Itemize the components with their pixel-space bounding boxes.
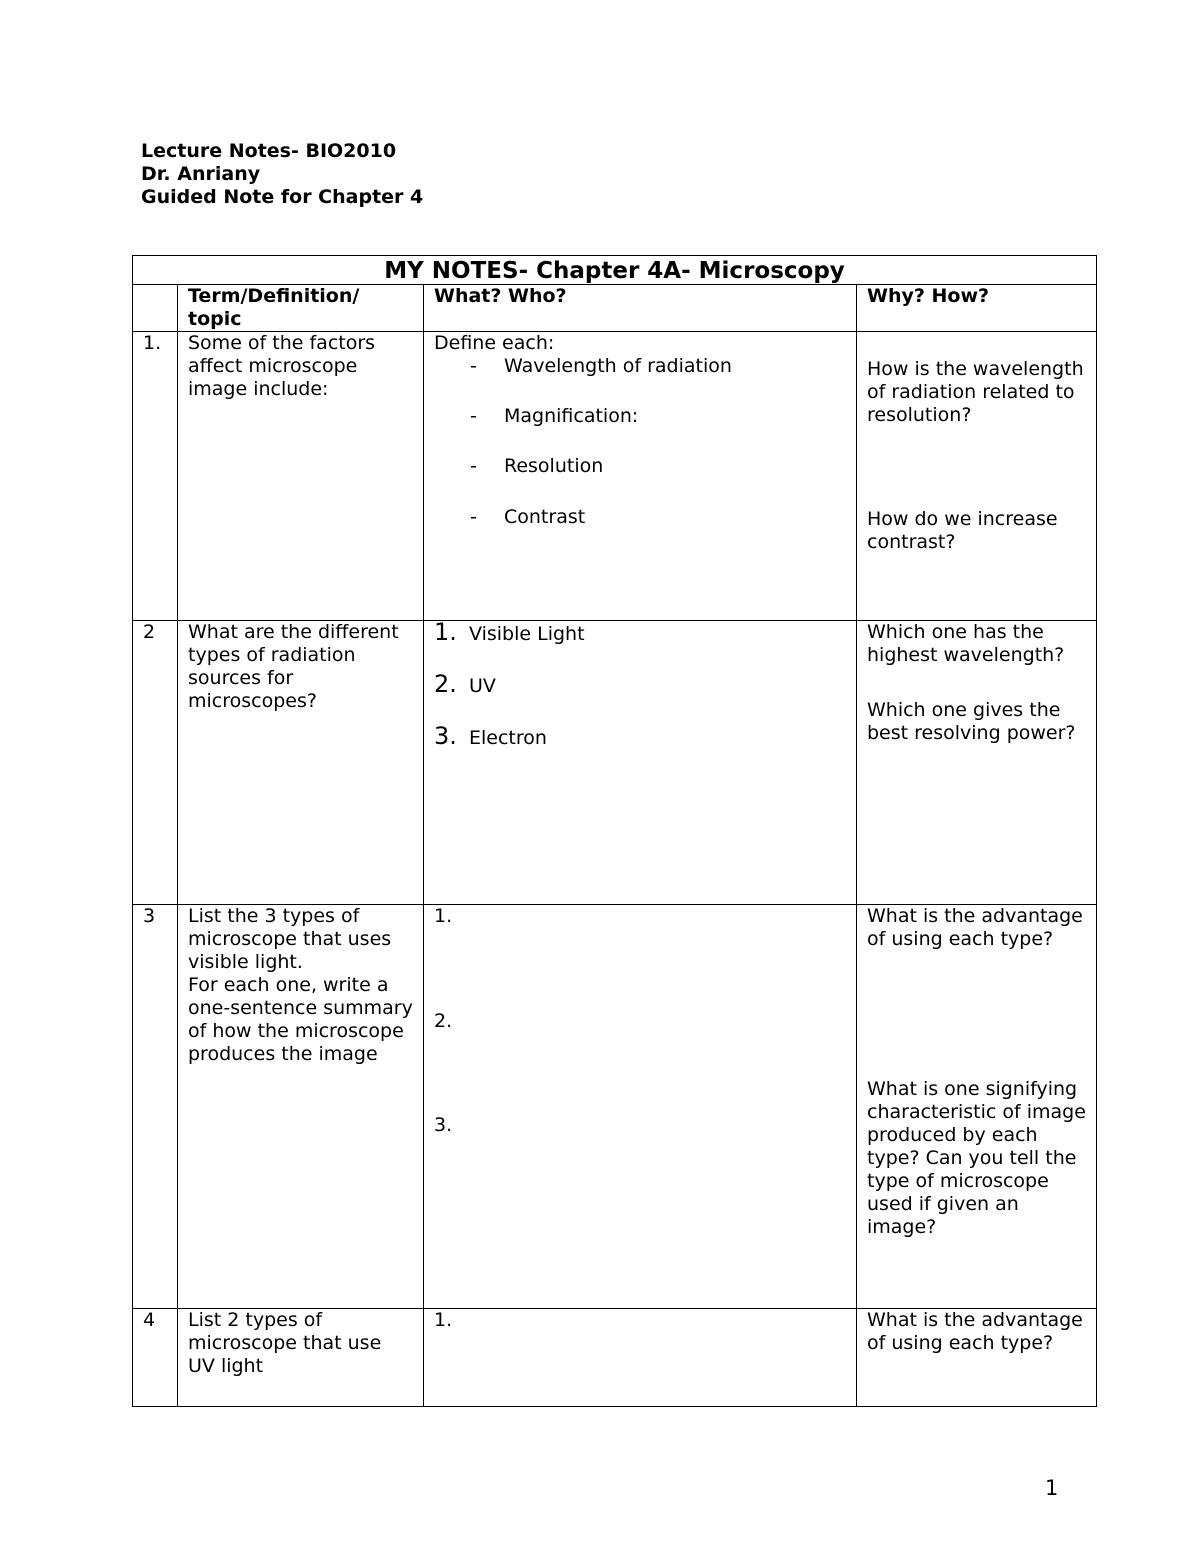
document-header [141,140,423,209]
define-list [434,355,846,529]
course-title: Lecture Notes- BIO2010 [141,140,397,162]
list-item: - Resolution [434,455,846,478]
row-number: 2 [133,621,178,905]
row-what [424,618,857,905]
row-number: 4 [133,1309,178,1407]
row-why: What is the advantage of using each type? [857,1309,1097,1407]
list-item: 2. [434,1010,453,1032]
notes-table [132,255,1097,1407]
why-question: Which one gives the best resolving power? [867,699,1076,744]
why-question: Which one has the highest wavelength? [867,621,1065,666]
row-term: Some of the factors affect microscope image include: [178,332,424,621]
list-item [434,618,846,646]
why-question: How is the wavelength of radiation related to resolution? [867,358,1084,426]
row-why [857,905,1097,1309]
list-item: 1. [434,905,453,927]
why-question: How do we increase contrast? [867,508,1058,553]
row-term-part: For each one, write a one-sentence summary of how the microscope produces the image [188,974,413,1065]
table-row [133,1309,1097,1407]
instructor-name: Dr. Anriany [141,163,261,185]
column-header-what: What? Who? [424,285,857,332]
table-row [133,905,1097,1309]
row-number: 1. [133,332,178,621]
column-header-term: Term/Definition/ topic [178,285,424,332]
row-term: What are the different types of radiation sources for microscopes? [178,621,424,905]
row-why [857,332,1097,621]
list-item: 3. [434,1114,453,1136]
radiation-list [434,618,846,750]
table-row [133,621,1097,905]
list-label: Visible Light [469,623,585,645]
list-number: 2. [434,670,457,698]
list-number: 3. [434,722,457,750]
column-header-number [133,285,178,332]
list-number: 1. [434,618,457,646]
list-item [434,670,846,698]
row-term-part: List the 3 types of microscope that uses visible light. [188,905,392,973]
list-item: - Wavelength of radiation [434,355,846,378]
why-question: What is one signifying characteristic of image produced by each type? Can you tell the type of microscope used if given an image? [867,1078,1086,1238]
table-title-row [133,256,1097,285]
list-label: Electron [469,727,547,749]
microscope-list [434,905,846,1137]
guide-title: Guided Note for Chapter 4 [141,186,424,208]
row-term: List 2 types of microscope that use UV light [178,1309,424,1407]
list-item: - Magnification: [434,405,846,428]
column-header-why: Why? How? [857,285,1097,332]
page-number: 1 [1045,1476,1059,1500]
why-question: What is the advantage of using each type? [867,905,1083,950]
row-term [178,905,424,1309]
row-why [857,621,1097,905]
define-intro: Define each: [434,332,555,354]
list-label: UV [469,675,496,697]
row-number: 3 [133,905,178,1309]
list-item: - Contrast [434,506,846,529]
list-item [434,722,846,750]
row-what [424,332,857,621]
row-what [424,905,857,1309]
column-header-row [133,285,1097,332]
table-title: MY NOTES- Chapter 4A- Microscopy [133,256,1097,285]
table-row [133,332,1097,621]
row-what: 1. [424,1309,857,1407]
